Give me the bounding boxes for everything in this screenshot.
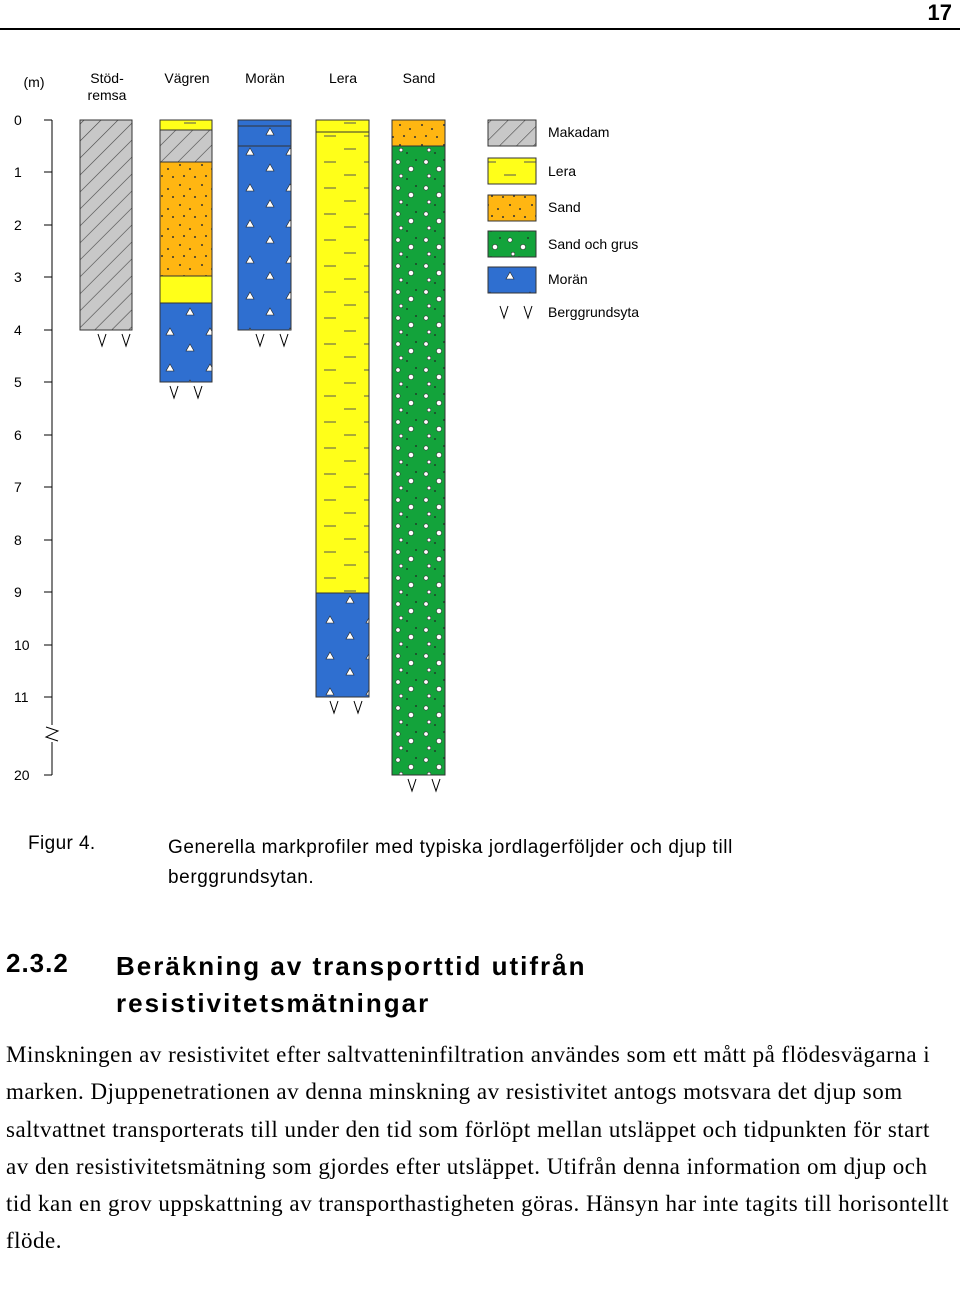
figure-caption-text: Generella markprofiler med typiska jordlagerföljder och djup till berggrundsytan.	[168, 837, 733, 888]
legend-swatch-moran	[488, 267, 536, 293]
depth-tick-label: 7	[14, 479, 22, 495]
depth-tick-label: 4	[14, 322, 22, 338]
depth-tick-label: 0	[14, 112, 22, 128]
column-header-sand: Sand	[402, 70, 436, 86]
legend-label-sand-och-grus: Sand och grus	[548, 236, 639, 252]
depth-tick-label: 8	[14, 532, 22, 548]
figure-caption-label: Figur 4.	[28, 833, 96, 854]
legend-swatch-sand-och-grus	[488, 231, 536, 257]
legend-swatch-sand	[488, 195, 536, 221]
section-title: Beräkning av transporttid utifrån resistivitetsmätningar	[116, 951, 587, 1018]
column-header-vagren: Vägren	[164, 70, 210, 86]
legend-label-makadam: Makadam	[548, 124, 610, 140]
depth-tick-label: 11	[14, 689, 29, 705]
depth-tick-label: 5	[14, 374, 22, 390]
section-number: 2.3.2	[6, 948, 69, 978]
depth-tick-label: 10	[14, 637, 30, 653]
depth-axis	[44, 120, 58, 775]
legend-label-lera: Lera	[548, 163, 577, 179]
depth-tick-label: 9	[14, 584, 22, 600]
legend-swatch-lera	[488, 158, 536, 184]
profile-column-stodremsa	[80, 120, 132, 346]
profile-column-vagren	[160, 120, 212, 398]
page-number: 17	[927, 0, 952, 25]
depth-tick-label: 1	[14, 164, 22, 180]
depth-tick-label: 20	[14, 767, 30, 783]
depth-tick-label: 3	[14, 269, 22, 285]
column-header-moran: Morän	[245, 70, 285, 86]
column-header-stodremsa: Stöd- remsa	[87, 70, 127, 103]
legend	[488, 120, 536, 318]
profile-column-moran	[238, 120, 291, 346]
legend-label-sand: Sand	[548, 199, 581, 215]
unit-label: (m)	[23, 74, 45, 90]
profile-column-lera	[316, 120, 369, 713]
legend-symbol-berggrundsyta	[500, 306, 532, 318]
legend-label-berggrundsyta: Berggrundsyta	[548, 304, 640, 320]
legend-label-moran: Morän	[548, 271, 588, 287]
legend-swatch-makadam	[488, 120, 536, 146]
column-header-lera: Lera	[328, 70, 358, 86]
depth-tick-label: 2	[14, 217, 22, 233]
profile-column-sand	[392, 120, 445, 791]
depth-tick-label: 6	[14, 427, 22, 443]
body-paragraph: Minskningen av resistivitet efter saltvatteninfiltration användes som ett mått på flödesvägarna i marken. Djuppenetrationen av denna minskning av resistivitet antogs motsvara det djup som saltvattnet transporterats till under den tid som förlöpt mellan utsläppet och tidpunkten för start av den resistivitetsmätning som gjordes efter utsläppet. Utifrån denna information om djup och tid kan en grov uppskattning av transporthastigheten göras. Hänsyn har inte tagits till horisontellt flöde.	[6, 1042, 950, 1254]
